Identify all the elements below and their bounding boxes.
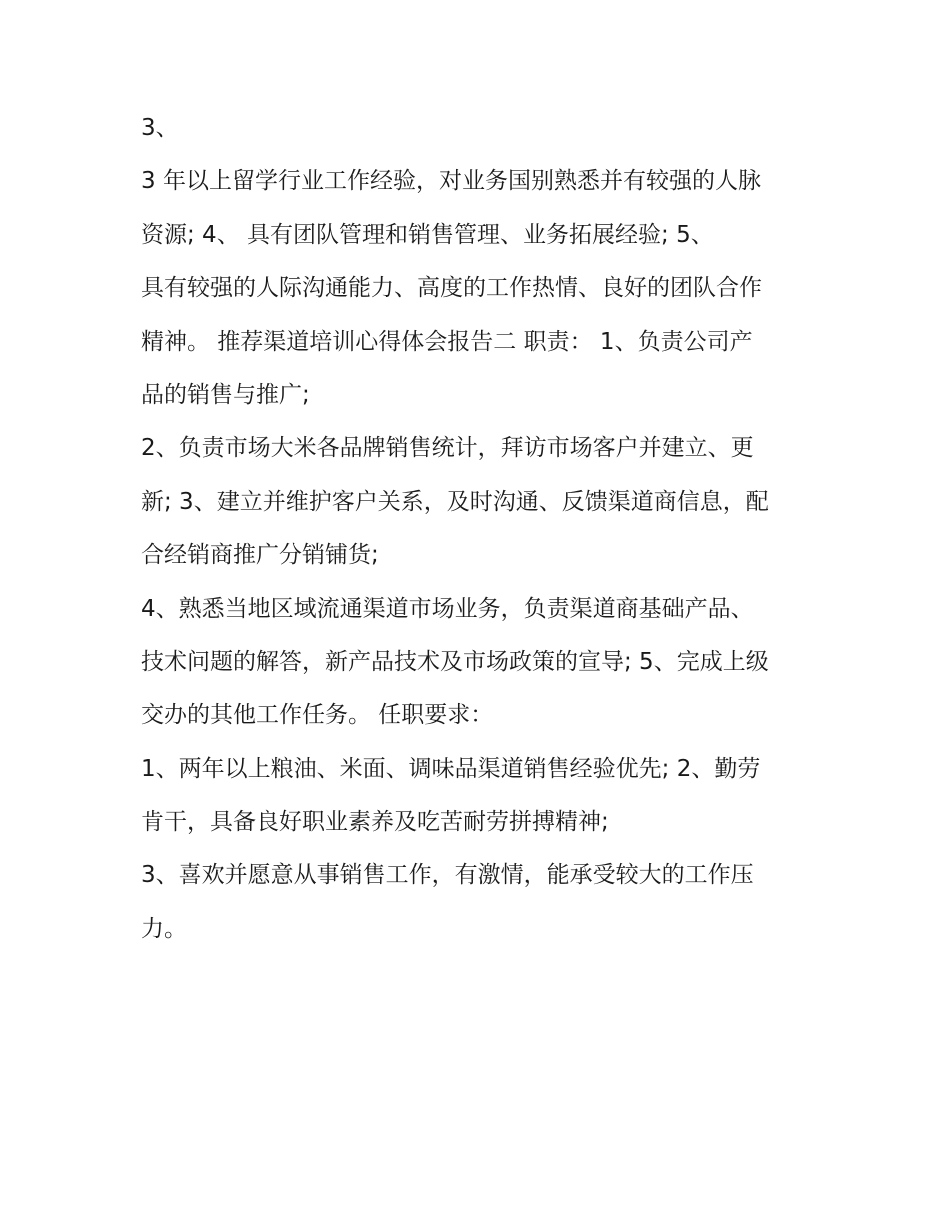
text-line-10: 4、熟悉当地区域流通渠道市场业务，负责渠道商基础产品、 xyxy=(141,595,754,622)
text-line-14: 肯干，具备良好职业素养及吃苦耐劳拼搏精神; xyxy=(141,809,609,836)
text-line-1: 3、 xyxy=(141,115,179,141)
text-line-9: 合经销商推广分销铺货; xyxy=(141,542,379,569)
text-line-5: 精神。 推荐渠道培训心得体会报告二 职责： 1、负责公司产 xyxy=(141,328,753,355)
text-line-15: 3、喜欢并愿意从事销售工作，有激情，能承受较大的工作压 xyxy=(141,862,754,889)
text-line-8: 新; 3、建立并维护客户关系，及时沟通、反馈渠道商信息，配 xyxy=(141,488,769,515)
text-line-13: 1、两年以上粮油、米面、调味品渠道销售经验优先; 2、勤劳 xyxy=(141,755,761,782)
text-line-7: 2、负责市场大米各品牌销售统计，拜访市场客户并建立、更 xyxy=(141,435,754,462)
text-line-4: 具有较强的人际沟通能力、高度的工作热情、良好的团队合作 xyxy=(141,275,762,302)
text-line-6: 品的销售与推广; xyxy=(141,381,310,408)
document-body xyxy=(141,110,831,964)
text-line-2: 3 年以上留学行业工作经验，对业务国别熟悉并有较强的人脉 xyxy=(141,168,761,195)
text-line-16: 力。 xyxy=(141,915,187,942)
text-line-3: 资源; 4、 具有团队管理和销售管理、业务拓展经验; 5、 xyxy=(141,221,714,248)
text-line-12: 交办的其他工作任务。 任职要求： xyxy=(141,702,494,729)
text-line-11: 技术问题的解答，新产品技术及市场政策的宣导; 5、完成上级 xyxy=(141,648,769,675)
